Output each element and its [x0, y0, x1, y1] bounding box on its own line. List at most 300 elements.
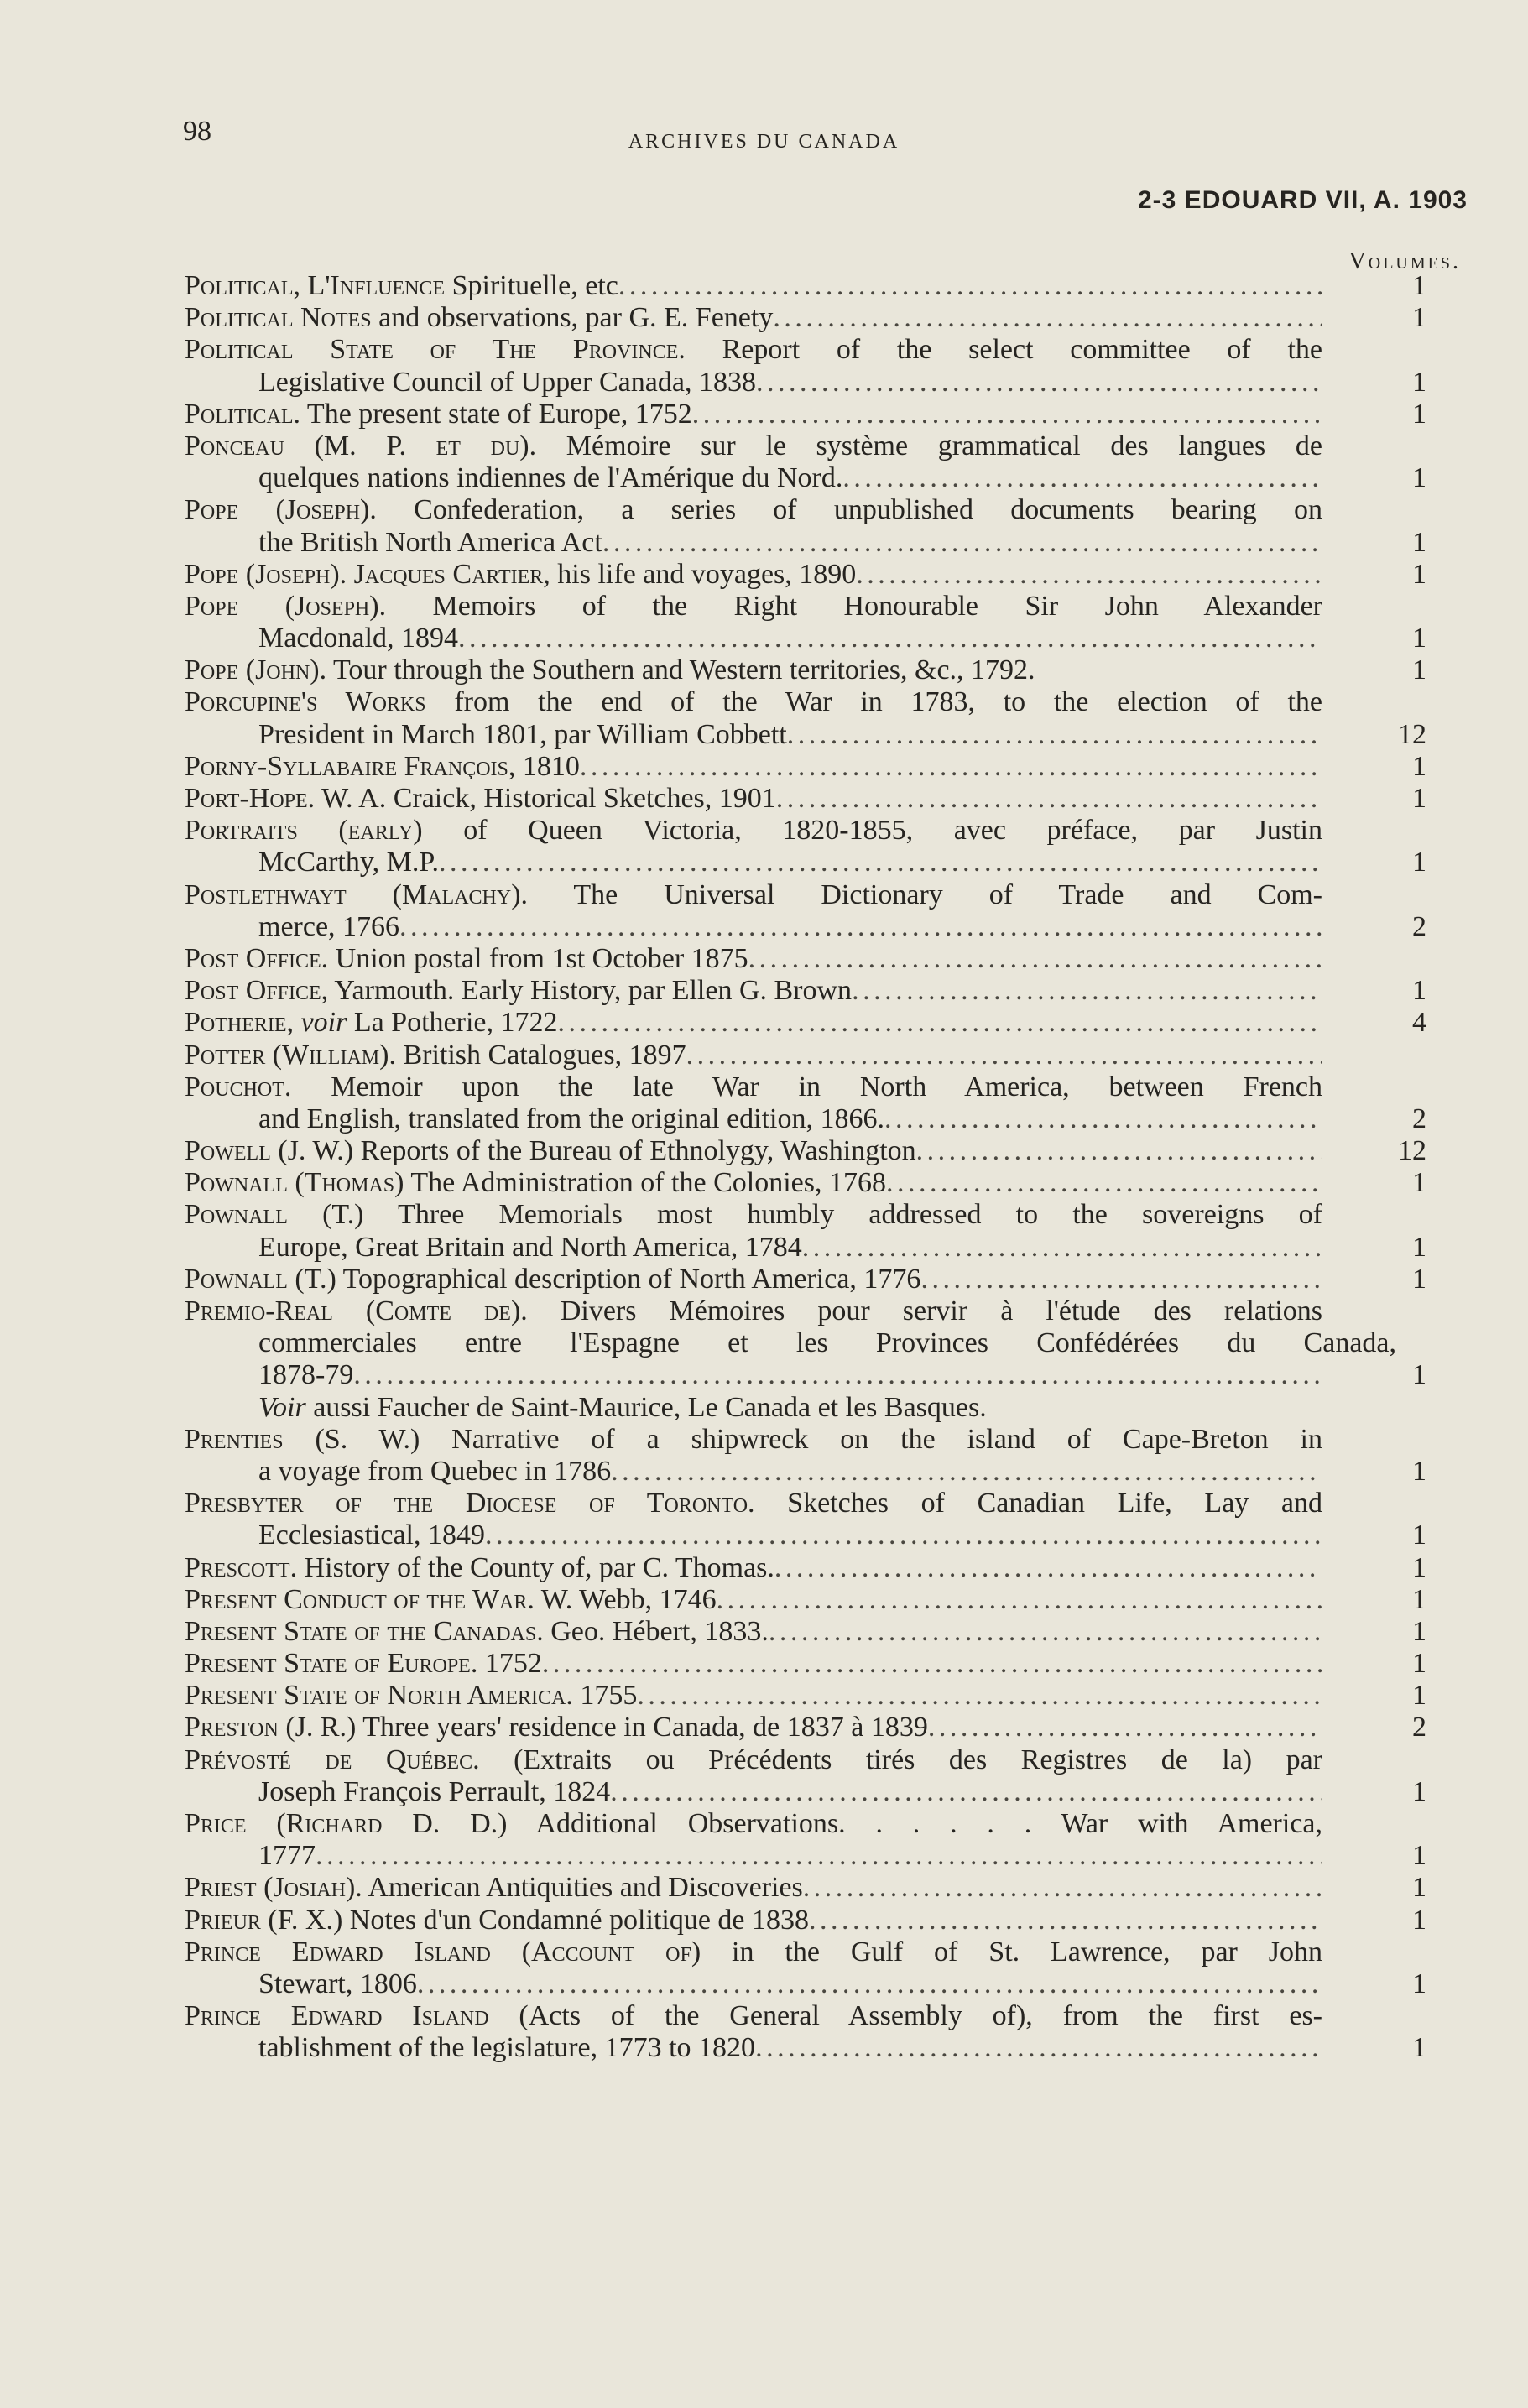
entry-body: of Queen Victoria, 1820-1855, avec préface, par Justin	[422, 815, 1322, 847]
entry-heading: Priest (Josiah).	[185, 1872, 362, 1904]
entry-body: W. Webb, 1746	[534, 1583, 717, 1615]
entry-first-line	[185, 2000, 1322, 2032]
dot-leader	[802, 1232, 1322, 1264]
entry-body: Confederation, a series of unpublished documents bearing on	[376, 494, 1322, 526]
entry-continuation-line	[185, 527, 1443, 559]
entry-first-line	[185, 1071, 1322, 1103]
dot-leader	[886, 1167, 1322, 1199]
entry-text	[185, 1648, 542, 1680]
entry-heading: Post Office.	[185, 942, 329, 974]
volume-count: 1	[1412, 558, 1426, 590]
entry-text	[258, 462, 842, 494]
entry-text	[185, 1552, 774, 1584]
entry-body: 1878-79	[258, 1359, 354, 1391]
entry-body: quelques nations indiennes de l'Amérique du Nord.	[258, 462, 843, 494]
entry-first-line	[185, 1616, 1443, 1648]
dot-leader	[928, 1712, 1322, 1743]
dot-leader	[787, 719, 1322, 751]
entry-text	[258, 1103, 884, 1135]
catalogue-entry	[185, 1744, 1443, 1808]
dot-leader	[920, 1264, 1322, 1295]
entry-first-line	[185, 270, 1443, 302]
catalogue-entry	[185, 1616, 1443, 1648]
entry-first-line	[185, 494, 1322, 526]
catalogue-entry	[185, 2000, 1443, 2064]
dot-leader	[458, 623, 1322, 654]
entry-heading: Pope (Joseph).	[185, 494, 377, 526]
volume-count: 1	[1412, 1775, 1426, 1807]
entry-body: Three years' residence in Canada, de 1837 à 1839	[356, 1712, 928, 1743]
dot-leader	[755, 2032, 1322, 2064]
volume-count: 12	[1398, 1135, 1426, 1167]
catalogue-entry	[185, 334, 1443, 398]
entry-body: merce, 1766	[258, 910, 400, 942]
entry-continuation-line	[185, 1776, 1443, 1808]
entry-first-line	[185, 302, 1443, 334]
entry-text	[185, 1040, 686, 1071]
entry-text	[258, 2032, 755, 2064]
entry-heading: Post Office,	[185, 975, 329, 1007]
entry-heading: Political.	[185, 398, 301, 430]
volumes-column-heading: Volumes.	[1348, 248, 1461, 274]
dot-leader	[637, 1680, 1322, 1712]
volume-count: 1	[1412, 1680, 1426, 1712]
entry-text	[185, 1872, 803, 1904]
dot-leader	[542, 1648, 1322, 1680]
entry-body: McCarthy, M.P.	[258, 847, 440, 878]
entry-body: Joseph François Perrault, 1824	[258, 1775, 611, 1807]
dot-leader	[580, 751, 1322, 783]
dot-leader	[856, 559, 1322, 591]
entry-body: The present state of Europe, 1752	[300, 398, 692, 430]
entry-continuation-line	[185, 1392, 1443, 1424]
entry-continuation-line	[185, 1359, 1443, 1391]
volume-count: 1	[1412, 302, 1426, 334]
entry-first-line	[185, 1007, 1443, 1039]
entry-body: Notes d'un Condamné politique de 1838	[342, 1904, 810, 1936]
volume-count: 1	[1412, 1968, 1426, 1999]
entry-heading: Present State of the Canadas.	[185, 1615, 544, 1647]
entry-text	[185, 879, 1322, 910]
entry-first-line	[185, 559, 1443, 591]
catalogue-entry	[185, 270, 1443, 302]
entry-continuation-line	[185, 623, 1443, 654]
dot-leader	[884, 1103, 1322, 1135]
entry-text	[185, 334, 1322, 365]
entry-text	[258, 1519, 485, 1551]
entry-continuation-line	[185, 847, 1443, 878]
entry-first-line	[185, 686, 1322, 718]
catalogue-entry	[185, 975, 1443, 1007]
entry-first-line	[185, 815, 1322, 847]
entry-heading: Pope (Joseph). Jacques Cartier,	[185, 558, 550, 590]
entry-body: Legislative Council of Upper Canada, 1838	[258, 366, 756, 398]
entry-body: in the Gulf of St. Lawrence, par John	[701, 1936, 1322, 1968]
entry-body: a voyage from Quebec in 1786	[258, 1455, 612, 1487]
entry-first-line	[185, 1295, 1322, 1327]
dot-leader	[353, 1359, 1322, 1391]
catalogue-entry	[185, 751, 1443, 783]
entry-body: Union postal from 1st October 1875	[328, 942, 748, 974]
entry-text	[185, 2000, 1322, 2031]
catalogue-entry	[185, 1424, 1443, 1488]
catalogue-entry	[185, 1040, 1443, 1071]
volume-count: 1	[1412, 1455, 1426, 1487]
entry-first-line	[185, 1905, 1443, 1936]
entry-first-line	[185, 1872, 1443, 1904]
entry-text	[185, 1007, 558, 1039]
entry-text	[258, 367, 756, 399]
entry-first-line	[185, 783, 1443, 815]
catalogue-entry	[185, 1648, 1443, 1680]
entry-text	[185, 1135, 916, 1167]
entry-body: 1755	[572, 1680, 638, 1712]
volume-count: 1	[1412, 750, 1426, 782]
entry-first-line	[185, 943, 1443, 975]
entry-body: Tour through the Southern and Western territories, &c., 1792.	[326, 654, 1035, 686]
entry-first-line	[185, 591, 1322, 623]
entry-heading: Prince Edward Island	[185, 2000, 489, 2032]
dot-leader	[316, 1840, 1322, 1872]
entry-heading: Porny-Syllabaire François,	[185, 750, 516, 782]
entry-heading: Postlethwayt (Malachy).	[185, 878, 529, 910]
entry-first-line	[185, 1584, 1443, 1616]
entry-heading: Pownall (T.)	[185, 1199, 364, 1231]
entry-body: the British North America Act	[258, 526, 602, 558]
volume-count: 1	[1412, 1648, 1426, 1680]
entry-heading: Political State of The Province.	[185, 334, 686, 366]
entry-first-line	[185, 751, 1443, 783]
entry-heading: Pownall (Thomas)	[185, 1167, 404, 1199]
entry-heading: Powell (J. W.)	[185, 1135, 354, 1167]
volume-count: 1	[1412, 526, 1426, 558]
entry-text	[185, 975, 852, 1007]
entry-first-line	[185, 1167, 1443, 1199]
dot-leader	[756, 367, 1322, 399]
entry-body: Topographical description of North America, 1776	[336, 1263, 921, 1295]
entry-text	[185, 399, 692, 430]
catalogue-entries	[185, 270, 1443, 2065]
entry-body: Memoir upon the late War in North America, between French	[291, 1071, 1322, 1102]
entry-text	[185, 815, 1322, 846]
entry-heading: Political Notes	[185, 302, 372, 334]
entry-continuation-line	[185, 1840, 1443, 1872]
volume-count: 1	[1412, 462, 1426, 494]
entry-first-line	[185, 879, 1322, 911]
page-number: 98	[183, 116, 211, 147]
entry-text	[185, 1424, 1322, 1455]
entry-heading: Prieur (F. X.)	[185, 1904, 343, 1936]
entry-text	[185, 430, 1322, 461]
entry-text	[185, 1744, 1322, 1775]
volume-count: 12	[1398, 718, 1426, 750]
entry-continuation-line	[185, 1456, 1443, 1488]
entry-body: Geo. Hébert, 1833.	[543, 1615, 769, 1647]
entry-body: History of the County of, par C. Thomas.	[297, 1551, 774, 1583]
dot-leader	[439, 847, 1322, 878]
entry-text	[185, 1295, 1322, 1326]
entry-body: Yarmouth. Early History, par Ellen G. Brown	[328, 975, 853, 1007]
volume-count: 1	[1412, 1231, 1426, 1263]
entry-continuation-line	[185, 1519, 1443, 1551]
running-head: ARCHIVES DU CANADA	[628, 131, 900, 153]
entry-text	[258, 1840, 316, 1872]
catalogue-entry	[185, 1584, 1443, 1616]
dot-leader	[558, 1007, 1322, 1039]
entry-heading: Potter (William).	[185, 1039, 396, 1071]
entry-body: Europe, Great Britain and North America, 1784	[258, 1231, 802, 1263]
entry-heading: Prescott.	[185, 1551, 298, 1583]
catalogue-entry	[185, 1680, 1443, 1712]
catalogue-entry	[185, 1007, 1443, 1039]
entry-body: commerciales entre l'Espagne et les Provinces Confédérées du Canada,	[258, 1327, 1396, 1359]
entry-text	[258, 911, 399, 943]
entry-text	[185, 1264, 920, 1295]
catalogue-entry	[185, 686, 1443, 750]
entry-text	[185, 270, 618, 302]
catalogue-entry	[185, 559, 1443, 591]
entry-text	[185, 1808, 1322, 1839]
entry-body: President in March 1801, par William Cobbett	[258, 718, 787, 750]
entry-body: The Universal Dictionary of Trade and Com-	[528, 878, 1322, 910]
entry-body: 1777	[258, 1840, 316, 1872]
entry-first-line	[185, 1808, 1322, 1840]
entry-body: tablishment of the legislature, 1773 to 1820	[258, 2032, 756, 2064]
entry-italic: Voir	[258, 1391, 306, 1423]
entry-body: (Extraits ou Précédents tirés des Registres de la) par	[479, 1743, 1322, 1775]
entry-first-line	[185, 399, 1443, 430]
entry-text	[185, 591, 1322, 622]
catalogue-entry	[185, 1936, 1443, 2000]
dot-leader	[610, 1776, 1322, 1808]
entry-heading: Portraits (early)	[185, 815, 423, 847]
entry-first-line	[185, 975, 1443, 1007]
entry-body: Sketches of Canadian Life, Lay and	[754, 1488, 1322, 1519]
entry-body: 1752	[477, 1648, 542, 1680]
entry-heading: Present State of North America.	[185, 1680, 573, 1712]
dot-leader	[809, 1905, 1322, 1936]
entry-body: The Administration of the Colonies, 1768	[404, 1167, 886, 1199]
entry-heading: Price (Richard D. D.)	[185, 1808, 508, 1839]
volume-count: 1	[1412, 783, 1426, 814]
volume-count: 1	[1412, 1615, 1426, 1647]
entry-body: his life and voyages, 1890	[550, 558, 857, 590]
catalogue-entry	[185, 1552, 1443, 1584]
catalogue-entry	[185, 1295, 1443, 1424]
volume-count: 1	[1412, 1263, 1426, 1295]
entry-continuation-line	[185, 911, 1443, 943]
volume-count: 1	[1412, 1904, 1426, 1936]
entry-text	[185, 751, 580, 783]
catalogue-entry	[185, 302, 1443, 334]
entry-heading: Preston (J. R.)	[185, 1712, 357, 1743]
entry-text	[258, 1359, 353, 1391]
volume-count: 1	[1412, 1872, 1426, 1904]
entry-text	[258, 623, 458, 654]
dot-leader	[916, 1135, 1322, 1167]
entry-text	[258, 1392, 987, 1423]
volume-count: 1	[1412, 1167, 1426, 1199]
entry-body: Reports of the Bureau of Ethnolygy, Washington	[353, 1135, 916, 1167]
entry-body: from the end of the War in 1783, to the election of the	[425, 686, 1322, 718]
dot-leader	[773, 302, 1322, 334]
dot-leader	[485, 1519, 1322, 1551]
volume-count: 1	[1412, 975, 1426, 1007]
entry-heading: Prévosté de Québec.	[185, 1743, 480, 1775]
entry-italic: voir	[300, 1007, 347, 1039]
dot-leader	[776, 783, 1322, 815]
entry-first-line	[185, 1680, 1443, 1712]
entry-heading: Pouchot.	[185, 1071, 292, 1102]
entry-body: Additional Observations. . . . . . War with America,	[507, 1808, 1322, 1839]
entry-text	[185, 1616, 769, 1648]
entry-text	[185, 559, 856, 591]
dot-leader	[686, 1040, 1322, 1071]
entry-continuation-line	[185, 1327, 1396, 1359]
entry-first-line	[185, 654, 1443, 686]
entry-continuation-line	[185, 2032, 1443, 2064]
entry-text	[185, 1712, 928, 1743]
entry-first-line	[185, 1040, 1443, 1071]
entry-text	[258, 1327, 1396, 1358]
entry-first-line	[185, 1744, 1322, 1776]
entry-body: and English, translated from the original edition, 1866.	[258, 1102, 884, 1134]
entry-continuation-line	[185, 719, 1443, 751]
entry-body: Three Memorials most humbly addressed to the sovereigns of	[363, 1199, 1322, 1231]
entry-continuation-line	[185, 1103, 1443, 1135]
catalogue-entry	[185, 654, 1443, 686]
entry-text	[258, 847, 439, 878]
session-heading: 2-3 EDOUARD VII, A. 1903	[1137, 186, 1468, 214]
catalogue-entry	[185, 1712, 1443, 1743]
entry-continuation-line	[185, 1232, 1443, 1264]
entry-first-line	[185, 1424, 1322, 1456]
entry-text	[185, 494, 1322, 525]
entry-text	[185, 1936, 1322, 1968]
volume-count: 1	[1412, 1359, 1426, 1391]
catalogue-entry	[185, 1905, 1443, 1936]
entry-first-line	[185, 1712, 1443, 1743]
dot-leader	[692, 399, 1322, 430]
dot-leader	[852, 975, 1322, 1007]
catalogue-entry	[185, 1872, 1443, 1904]
entry-text	[185, 1167, 886, 1199]
entry-heading: Presbyter of the Diocese of Toronto.	[185, 1488, 755, 1519]
entry-heading: Pope (John).	[185, 654, 327, 686]
entry-body: Report of the select committee of the	[685, 334, 1322, 366]
entry-first-line	[185, 1264, 1443, 1295]
catalogue-entry	[185, 1135, 1443, 1167]
entry-heading: Political, L'Influence	[185, 270, 446, 301]
entry-body: 1810	[515, 750, 580, 782]
dot-leader	[611, 1456, 1322, 1488]
entry-heading: Ponceau (M. P. et du).	[185, 430, 537, 461]
entry-text	[185, 1199, 1322, 1230]
volume-count: 1	[1412, 1551, 1426, 1583]
entry-heading: Present State of Europe.	[185, 1648, 478, 1680]
entry-heading: Pope (Joseph).	[185, 590, 387, 622]
dot-leader	[774, 1552, 1322, 1584]
catalogue-entry	[185, 783, 1443, 815]
catalogue-entry	[185, 399, 1443, 430]
volume-count: 4	[1412, 1007, 1426, 1039]
catalogue-entry	[185, 879, 1443, 943]
volume-count: 2	[1412, 1102, 1426, 1134]
catalogue-entry	[185, 1808, 1443, 1872]
dot-leader	[417, 1968, 1322, 2000]
entry-body: Memoirs of the Right Honourable Sir John Alexander	[386, 590, 1322, 622]
catalogue-entry	[185, 430, 1443, 494]
entry-text	[185, 1071, 1322, 1102]
entry-text	[258, 1456, 611, 1488]
dot-leader	[717, 1584, 1322, 1616]
entry-first-line	[185, 1552, 1443, 1584]
volume-count: 1	[1412, 2032, 1426, 2064]
entry-first-line	[185, 1936, 1322, 1968]
entry-first-line	[185, 334, 1322, 366]
entry-body: aussi Faucher de Saint-Maurice, Le Canada et les Basques.	[305, 1391, 987, 1423]
entry-text	[185, 1905, 809, 1936]
volume-count: 1	[1412, 366, 1426, 398]
catalogue-entry	[185, 1167, 1443, 1199]
entry-text	[258, 527, 602, 559]
entry-text	[258, 1968, 417, 2000]
entry-text	[185, 1584, 717, 1616]
dot-leader	[602, 527, 1322, 559]
dot-leader	[769, 1616, 1322, 1648]
entry-body: Mémoire sur le système grammatical des langues de	[536, 430, 1322, 461]
entry-body: Macdonald, 1894	[258, 623, 458, 654]
entry-heading: Premio-Real (Comte de).	[185, 1295, 528, 1326]
entry-body: Narrative of a shipwreck on the island of Cape-Breton in	[420, 1423, 1322, 1455]
entry-heading: Prince Edward Island (Account of)	[185, 1936, 701, 1968]
entry-first-line	[185, 430, 1322, 462]
entry-first-line	[185, 1135, 1443, 1167]
volume-count: 1	[1412, 847, 1426, 878]
dot-leader	[842, 462, 1322, 494]
entry-text	[185, 783, 776, 815]
catalogue-entry	[185, 591, 1443, 654]
catalogue-entry	[185, 494, 1443, 558]
entry-body: W. A. Craick, Historical Sketches, 1901	[315, 783, 776, 814]
entry-first-line	[185, 1648, 1443, 1680]
entry-body: Spirituelle, etc	[445, 270, 618, 301]
entry-text	[185, 686, 1322, 717]
catalogue-entry	[185, 1488, 1443, 1551]
entry-body: and observations, par G. E. Fenety	[371, 302, 774, 334]
dot-leader	[803, 1872, 1322, 1904]
entry-body: British Catalogues, 1897	[395, 1039, 686, 1071]
entry-heading: Potherie,	[185, 1007, 295, 1039]
entry-text	[258, 1232, 802, 1264]
entry-text	[185, 302, 773, 334]
entry-first-line	[185, 1488, 1322, 1519]
entry-text	[185, 1680, 637, 1712]
entry-heading: Present Conduct of the War.	[185, 1583, 535, 1615]
volume-count: 1	[1412, 398, 1426, 430]
volume-count: 1	[1412, 654, 1426, 686]
entry-body: (Acts of the General Assembly of), from the first es-	[488, 2000, 1322, 2032]
catalogue-entry	[185, 943, 1443, 975]
entry-body: American Antiquities and Discoveries	[362, 1872, 803, 1904]
entry-heading: Port-Hope.	[185, 783, 316, 814]
catalogue-entry	[185, 1071, 1443, 1135]
entry-body: La Potherie, 1722	[347, 1007, 558, 1039]
entry-heading: Prenties (S. W.)	[185, 1423, 420, 1455]
dot-leader	[618, 270, 1322, 302]
entry-text	[185, 654, 1035, 685]
entry-continuation-line	[185, 1968, 1443, 2000]
